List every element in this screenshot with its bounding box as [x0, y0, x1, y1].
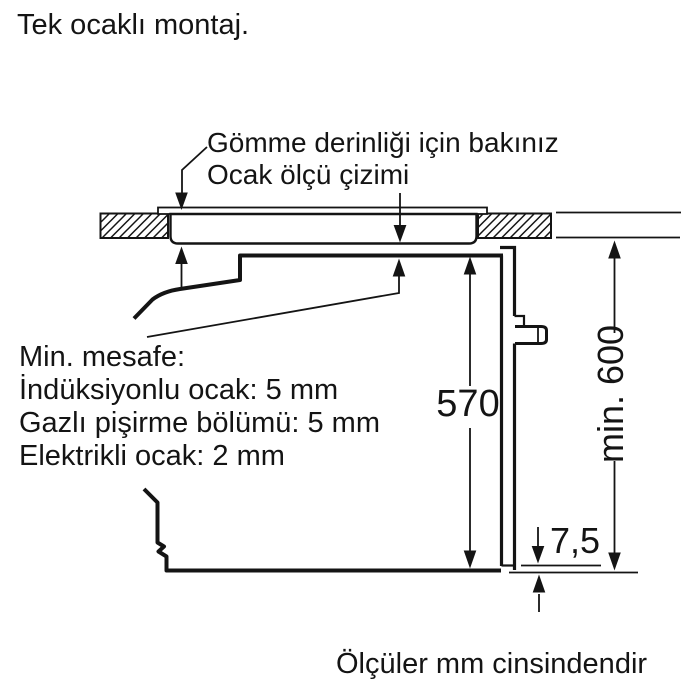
page-title: Tek ocaklı montaj. — [17, 9, 250, 41]
worktop-extension-lines — [556, 213, 681, 238]
dim-75-label: 7,5 — [550, 520, 601, 561]
worktop-right — [478, 214, 551, 239]
worktop-left — [101, 214, 169, 239]
oven-top-and-upper-break — [134, 256, 503, 319]
oven-knob — [515, 327, 547, 344]
callout-line-1: Gömme derinliği için bakınız — [207, 127, 559, 158]
clearance-up-arrow — [175, 247, 188, 288]
oven-front-panel — [500, 248, 547, 571]
hob-body — [171, 214, 477, 244]
callout-leader-arrow — [175, 147, 207, 210]
min-distance-induction: İndüksiyonlu ocak: 5 mm — [19, 374, 339, 406]
min-distance-heading: Min. mesafe: — [19, 341, 185, 373]
min-distance-note — [19, 341, 380, 473]
dim-min600-label: min. 600 — [590, 324, 631, 464]
min-distance-electric: Elektrikli ocak: 2 mm — [19, 440, 285, 472]
oven-bottom-and-lower-break — [144, 489, 501, 571]
callout-text — [207, 127, 559, 191]
callout-line-2: Ocak ölçü çizimi — [207, 159, 410, 190]
min-distance-gas: Gazlı pişirme bölümü: 5 mm — [19, 407, 380, 439]
hob — [158, 208, 487, 244]
min-distance-leader-arrow — [147, 259, 405, 338]
units-note: Ölçüler mm cinsindendir — [336, 648, 648, 680]
dim-570-label: 570 — [436, 383, 500, 425]
